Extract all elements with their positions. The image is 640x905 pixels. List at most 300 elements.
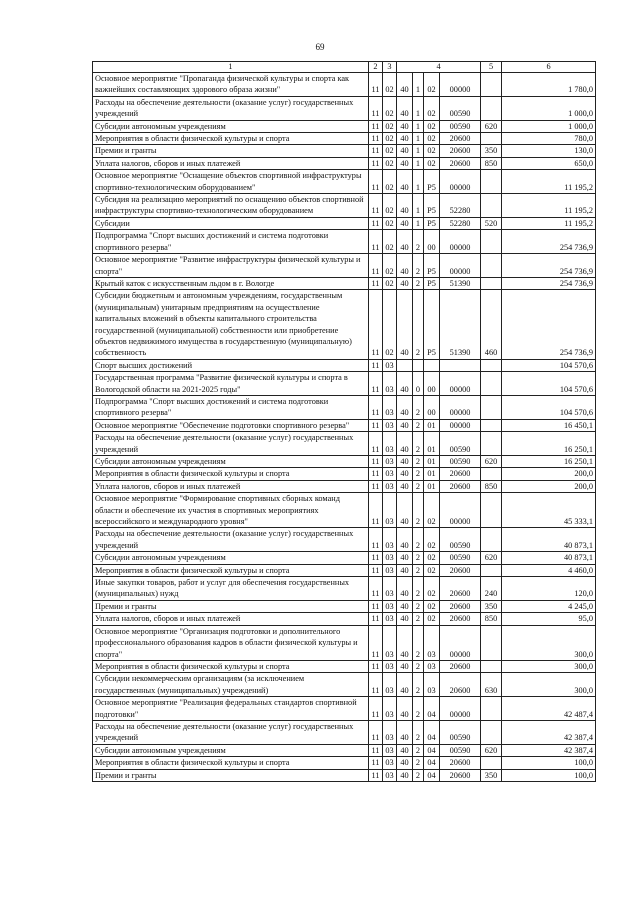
event-cell: 02 (424, 157, 440, 169)
expense-type-cell: 850 (481, 157, 502, 169)
subprogram-cell: 1 (413, 133, 424, 145)
podrazdel-cell: 02 (383, 277, 397, 289)
program-cell: 40 (397, 613, 413, 625)
event-cell: 02 (424, 493, 440, 528)
amount-cell: 11 195,2 (502, 170, 596, 194)
podrazdel-cell: 03 (383, 673, 397, 697)
expense-type-cell (481, 277, 502, 289)
subprogram-cell: 2 (413, 468, 424, 480)
amount-cell: 16 450,1 (502, 419, 596, 431)
amount-cell: 104 570,6 (502, 395, 596, 419)
direction-cell: 20600 (440, 613, 481, 625)
page-number: 69 (315, 42, 325, 52)
row-name-cell: Основное мероприятие "Реализация федеральных стандартов спортивной подготовки" (93, 697, 369, 721)
program-cell: 40 (397, 170, 413, 194)
event-cell: 01 (424, 468, 440, 480)
subprogram-cell: 0 (413, 372, 424, 396)
program-cell: 40 (397, 217, 413, 229)
expense-type-cell: 630 (481, 673, 502, 697)
expense-type-cell: 620 (481, 120, 502, 132)
event-cell (424, 359, 440, 371)
table-body (93, 73, 596, 782)
program-cell: 40 (397, 133, 413, 145)
direction-cell: 20600 (440, 757, 481, 769)
program-cell: 40 (397, 564, 413, 576)
amount-cell: 11 195,2 (502, 217, 596, 229)
program-cell: 40 (397, 230, 413, 254)
event-cell: P5 (424, 194, 440, 218)
amount-cell: 40 873,1 (502, 528, 596, 552)
row-name-cell: Основное мероприятие "Организация подготовки и дополнительного профессионального образования кадров в области физической культуры и спорта" (93, 625, 369, 660)
podrazdel-cell: 02 (383, 254, 397, 278)
subprogram-cell: 2 (413, 480, 424, 492)
direction-cell (440, 359, 481, 371)
table-row (93, 577, 596, 601)
event-cell: 04 (424, 744, 440, 756)
amount-cell: 1 000,0 (502, 120, 596, 132)
subprogram-cell: 2 (413, 395, 424, 419)
header-cell: 3 (383, 62, 397, 73)
direction-cell: 00590 (440, 96, 481, 120)
table-row (93, 564, 596, 576)
podrazdel-cell: 03 (383, 456, 397, 468)
amount-cell: 254 736,9 (502, 290, 596, 359)
podrazdel-cell: 03 (383, 395, 397, 419)
expense-type-cell (481, 230, 502, 254)
podrazdel-cell: 03 (383, 600, 397, 612)
subprogram-cell: 1 (413, 96, 424, 120)
razdel-cell: 11 (369, 432, 383, 456)
program-cell: 40 (397, 577, 413, 601)
podrazdel-cell: 03 (383, 432, 397, 456)
table-row (93, 145, 596, 157)
expense-type-cell (481, 432, 502, 456)
amount-cell: 100,0 (502, 757, 596, 769)
amount-cell: 130,0 (502, 145, 596, 157)
event-cell: 02 (424, 96, 440, 120)
amount-cell: 1 000,0 (502, 96, 596, 120)
podrazdel-cell: 02 (383, 120, 397, 132)
row-name-cell: Уплата налогов, сборов и иных платежей (93, 480, 369, 492)
event-cell: 01 (424, 456, 440, 468)
table-row (93, 528, 596, 552)
razdel-cell: 11 (369, 157, 383, 169)
subprogram-cell: 2 (413, 277, 424, 289)
razdel-cell: 11 (369, 552, 383, 564)
expense-type-cell: 850 (481, 613, 502, 625)
table-row (93, 769, 596, 781)
razdel-cell: 11 (369, 660, 383, 672)
direction-cell: 00000 (440, 419, 481, 431)
amount-cell: 254 736,9 (502, 230, 596, 254)
event-cell: 02 (424, 564, 440, 576)
direction-cell: 20600 (440, 577, 481, 601)
expense-type-cell (481, 372, 502, 396)
subprogram-cell: 1 (413, 194, 424, 218)
subprogram-cell: 1 (413, 73, 424, 97)
direction-cell: 20600 (440, 468, 481, 480)
razdel-cell: 11 (369, 254, 383, 278)
table-row (93, 194, 596, 218)
header-cell: 5 (481, 62, 502, 73)
table-row (93, 600, 596, 612)
table-row (93, 217, 596, 229)
program-cell: 40 (397, 194, 413, 218)
razdel-cell: 11 (369, 528, 383, 552)
direction-cell: 00590 (440, 456, 481, 468)
direction-cell: 20600 (440, 480, 481, 492)
table-row (93, 757, 596, 769)
event-cell: 01 (424, 480, 440, 492)
razdel-cell: 11 (369, 290, 383, 359)
razdel-cell: 11 (369, 120, 383, 132)
event-cell: 04 (424, 757, 440, 769)
program-cell: 40 (397, 673, 413, 697)
expense-type-cell (481, 419, 502, 431)
podrazdel-cell: 02 (383, 96, 397, 120)
amount-cell: 42 487,4 (502, 697, 596, 721)
table-row (93, 432, 596, 456)
subprogram-cell: 2 (413, 769, 424, 781)
subprogram-cell: 2 (413, 744, 424, 756)
subprogram-cell: 2 (413, 757, 424, 769)
table-row (93, 720, 596, 744)
razdel-cell: 11 (369, 217, 383, 229)
program-cell: 40 (397, 456, 413, 468)
razdel-cell: 11 (369, 419, 383, 431)
amount-cell: 45 333,1 (502, 493, 596, 528)
row-name-cell: Премии и гранты (93, 769, 369, 781)
razdel-cell: 11 (369, 359, 383, 371)
event-cell: 02 (424, 133, 440, 145)
subprogram-cell (413, 359, 424, 371)
program-cell: 40 (397, 254, 413, 278)
expense-type-cell (481, 254, 502, 278)
expense-type-cell: 240 (481, 577, 502, 601)
subprogram-cell: 1 (413, 145, 424, 157)
razdel-cell: 11 (369, 133, 383, 145)
direction-cell: 20600 (440, 673, 481, 697)
table-row (93, 230, 596, 254)
row-name-cell: Субсидия на реализацию мероприятий по оснащению объектов спортивной инфраструктуры спортивно-технологическим оборудованием (93, 194, 369, 218)
program-cell: 40 (397, 290, 413, 359)
podrazdel-cell: 02 (383, 217, 397, 229)
direction-cell: 20600 (440, 660, 481, 672)
row-name-cell: Уплата налогов, сборов и иных платежей (93, 613, 369, 625)
row-name-cell: Подпрограмма "Спорт высших достижений и система подготовки спортивного резерва" (93, 395, 369, 419)
podrazdel-cell: 03 (383, 697, 397, 721)
razdel-cell: 11 (369, 230, 383, 254)
event-cell: 03 (424, 673, 440, 697)
row-name-cell: Расходы на обеспечение деятельности (оказание услуг) государственных учреждений (93, 720, 369, 744)
subprogram-cell: 1 (413, 157, 424, 169)
table-row (93, 744, 596, 756)
amount-cell: 300,0 (502, 673, 596, 697)
event-cell: 03 (424, 660, 440, 672)
row-name-cell: Государственная программа "Развитие физической культуры и спорта в Вологодской области на 2021-2025 годы" (93, 372, 369, 396)
event-cell: P5 (424, 254, 440, 278)
event-cell: P5 (424, 217, 440, 229)
program-cell: 40 (397, 493, 413, 528)
direction-cell: 00000 (440, 73, 481, 97)
expense-type-cell (481, 757, 502, 769)
expense-type-cell (481, 468, 502, 480)
expense-type-cell: 520 (481, 217, 502, 229)
table-row (93, 419, 596, 431)
expense-type-cell (481, 493, 502, 528)
amount-cell: 100,0 (502, 769, 596, 781)
direction-cell: 00590 (440, 120, 481, 132)
row-name-cell: Основное мероприятие "Формирование спортивных сборных команд области и обеспечение их участия в спортивных мероприятиях всероссийского и международного уровня" (93, 493, 369, 528)
row-name-cell: Уплата налогов, сборов и иных платежей (93, 157, 369, 169)
expense-type-cell: 620 (481, 552, 502, 564)
table-row (93, 96, 596, 120)
header-cell: 2 (369, 62, 383, 73)
table-row (93, 170, 596, 194)
table-row (93, 120, 596, 132)
table-row (93, 480, 596, 492)
table-row (93, 456, 596, 468)
event-cell: 02 (424, 73, 440, 97)
podrazdel-cell: 03 (383, 564, 397, 576)
razdel-cell: 11 (369, 456, 383, 468)
direction-cell: 00000 (440, 170, 481, 194)
expense-type-cell: 460 (481, 290, 502, 359)
program-cell: 40 (397, 720, 413, 744)
direction-cell: 20600 (440, 133, 481, 145)
expense-type-cell (481, 395, 502, 419)
program-cell: 40 (397, 552, 413, 564)
razdel-cell: 11 (369, 600, 383, 612)
amount-cell: 4 245,0 (502, 600, 596, 612)
row-name-cell: Мероприятия в области физической культуры и спорта (93, 757, 369, 769)
direction-cell: 20600 (440, 157, 481, 169)
table-row (93, 290, 596, 359)
program-cell: 40 (397, 96, 413, 120)
event-cell: 02 (424, 528, 440, 552)
row-name-cell: Расходы на обеспечение деятельности (оказание услуг) государственных учреждений (93, 432, 369, 456)
direction-cell: 00590 (440, 432, 481, 456)
amount-cell: 780,0 (502, 133, 596, 145)
program-cell: 40 (397, 432, 413, 456)
table-row (93, 493, 596, 528)
row-name-cell: Премии и гранты (93, 145, 369, 157)
razdel-cell: 11 (369, 145, 383, 157)
podrazdel-cell: 03 (383, 552, 397, 564)
row-name-cell: Субсидии (93, 217, 369, 229)
direction-cell: 00000 (440, 625, 481, 660)
razdel-cell: 11 (369, 73, 383, 97)
row-name-cell: Основное мероприятие "Обеспечение подготовки спортивного резерва" (93, 419, 369, 431)
row-name-cell: Субсидии бюджетным и автономным учреждениям, государственным (муниципальным) унитарным предприятиям на осуществление капитальных вложений в объекты капитального строительства государственной (муниципальной) собственности или приобретение объектов недвижимого имущества в государственную (муниципальную) собственность (93, 290, 369, 359)
razdel-cell: 11 (369, 697, 383, 721)
table-row (93, 697, 596, 721)
program-cell (397, 359, 413, 371)
razdel-cell: 11 (369, 625, 383, 660)
expense-type-cell: 350 (481, 145, 502, 157)
table-row (93, 133, 596, 145)
subprogram-cell: 2 (413, 493, 424, 528)
podrazdel-cell: 02 (383, 157, 397, 169)
podrazdel-cell: 03 (383, 493, 397, 528)
event-cell: 04 (424, 720, 440, 744)
table-row (93, 372, 596, 396)
expense-type-cell (481, 96, 502, 120)
amount-cell: 11 195,2 (502, 194, 596, 218)
subprogram-cell: 2 (413, 720, 424, 744)
row-name-cell: Субсидии автономным учреждениям (93, 744, 369, 756)
row-name-cell: Субсидии автономным учреждениям (93, 456, 369, 468)
razdel-cell: 11 (369, 720, 383, 744)
direction-cell: 51390 (440, 277, 481, 289)
subprogram-cell: 2 (413, 613, 424, 625)
direction-cell: 00590 (440, 720, 481, 744)
razdel-cell: 11 (369, 744, 383, 756)
subprogram-cell: 2 (413, 230, 424, 254)
event-cell: 04 (424, 769, 440, 781)
podrazdel-cell: 03 (383, 625, 397, 660)
table-row (93, 359, 596, 371)
razdel-cell: 11 (369, 194, 383, 218)
row-name-cell: Мероприятия в области физической культуры и спорта (93, 660, 369, 672)
subprogram-cell: 2 (413, 600, 424, 612)
podrazdel-cell: 03 (383, 528, 397, 552)
table-header-row (93, 62, 596, 73)
table-row (93, 395, 596, 419)
table-row (93, 660, 596, 672)
direction-cell: 20600 (440, 769, 481, 781)
direction-cell: 51390 (440, 290, 481, 359)
expense-type-cell (481, 697, 502, 721)
table-row (93, 254, 596, 278)
subprogram-cell: 2 (413, 625, 424, 660)
event-cell: 02 (424, 577, 440, 601)
podrazdel-cell: 03 (383, 744, 397, 756)
amount-cell: 40 873,1 (502, 552, 596, 564)
razdel-cell: 11 (369, 96, 383, 120)
amount-cell: 200,0 (502, 468, 596, 480)
program-cell: 40 (397, 480, 413, 492)
subprogram-cell: 2 (413, 254, 424, 278)
event-cell: 02 (424, 145, 440, 157)
direction-cell: 00000 (440, 697, 481, 721)
podrazdel-cell: 03 (383, 577, 397, 601)
podrazdel-cell: 03 (383, 769, 397, 781)
table-row (93, 613, 596, 625)
razdel-cell: 11 (369, 372, 383, 396)
event-cell: 02 (424, 613, 440, 625)
row-name-cell: Мероприятия в области физической культуры и спорта (93, 133, 369, 145)
subprogram-cell: 2 (413, 528, 424, 552)
expense-type-cell: 620 (481, 456, 502, 468)
direction-cell: 00000 (440, 254, 481, 278)
header-cell: 6 (502, 62, 596, 73)
podrazdel-cell: 03 (383, 720, 397, 744)
table-row (93, 157, 596, 169)
podrazdel-cell: 02 (383, 73, 397, 97)
amount-cell: 254 736,9 (502, 254, 596, 278)
program-cell: 40 (397, 145, 413, 157)
expense-type-cell: 350 (481, 600, 502, 612)
razdel-cell: 11 (369, 170, 383, 194)
direction-cell: 20600 (440, 600, 481, 612)
expense-type-cell (481, 720, 502, 744)
expense-type-cell (481, 564, 502, 576)
amount-cell: 95,0 (502, 613, 596, 625)
event-cell: 02 (424, 552, 440, 564)
amount-cell: 4 460,0 (502, 564, 596, 576)
podrazdel-cell: 02 (383, 194, 397, 218)
razdel-cell: 11 (369, 769, 383, 781)
table-row (93, 673, 596, 697)
table-row (93, 468, 596, 480)
amount-cell: 650,0 (502, 157, 596, 169)
razdel-cell: 11 (369, 277, 383, 289)
subprogram-cell: 2 (413, 419, 424, 431)
event-cell: 02 (424, 600, 440, 612)
direction-cell: 00000 (440, 493, 481, 528)
program-cell: 40 (397, 769, 413, 781)
podrazdel-cell: 03 (383, 660, 397, 672)
program-cell: 40 (397, 697, 413, 721)
amount-cell: 200,0 (502, 480, 596, 492)
subprogram-cell: 2 (413, 290, 424, 359)
direction-cell: 00590 (440, 552, 481, 564)
program-cell: 40 (397, 600, 413, 612)
direction-cell: 52280 (440, 194, 481, 218)
event-cell: 02 (424, 120, 440, 132)
subprogram-cell: 2 (413, 564, 424, 576)
row-name-cell: Основное мероприятие "Оснащение объектов спортивной инфраструктуры спортивно-технологическим оборудованием" (93, 170, 369, 194)
program-cell: 40 (397, 73, 413, 97)
expense-type-cell (481, 133, 502, 145)
row-name-cell: Мероприятия в области физической культуры и спорта (93, 564, 369, 576)
event-cell: P5 (424, 170, 440, 194)
subprogram-cell: 1 (413, 120, 424, 132)
amount-cell: 42 387,4 (502, 720, 596, 744)
razdel-cell: 11 (369, 613, 383, 625)
amount-cell: 1 780,0 (502, 73, 596, 97)
amount-cell: 42 387,4 (502, 744, 596, 756)
budget-table (92, 61, 596, 782)
subprogram-cell: 2 (413, 673, 424, 697)
row-name-cell: Крытый каток с искусственным льдом в г. Вологде (93, 277, 369, 289)
amount-cell: 300,0 (502, 625, 596, 660)
row-name-cell: Спорт высших достижений (93, 359, 369, 371)
expense-type-cell: 850 (481, 480, 502, 492)
program-cell: 40 (397, 277, 413, 289)
program-cell: 40 (397, 120, 413, 132)
razdel-cell: 11 (369, 564, 383, 576)
direction-cell: 00590 (440, 528, 481, 552)
subprogram-cell: 1 (413, 217, 424, 229)
event-cell: 00 (424, 230, 440, 254)
podrazdel-cell: 03 (383, 419, 397, 431)
expense-type-cell (481, 528, 502, 552)
event-cell: 03 (424, 625, 440, 660)
amount-cell: 104 570,6 (502, 372, 596, 396)
expense-type-cell: 620 (481, 744, 502, 756)
direction-cell: 00000 (440, 395, 481, 419)
podrazdel-cell: 03 (383, 468, 397, 480)
subprogram-cell: 2 (413, 552, 424, 564)
table-row (93, 73, 596, 97)
row-name-cell: Мероприятия в области физической культуры и спорта (93, 468, 369, 480)
amount-cell: 254 736,9 (502, 277, 596, 289)
table-row (93, 277, 596, 289)
event-cell: P5 (424, 277, 440, 289)
expense-type-cell: 350 (481, 769, 502, 781)
